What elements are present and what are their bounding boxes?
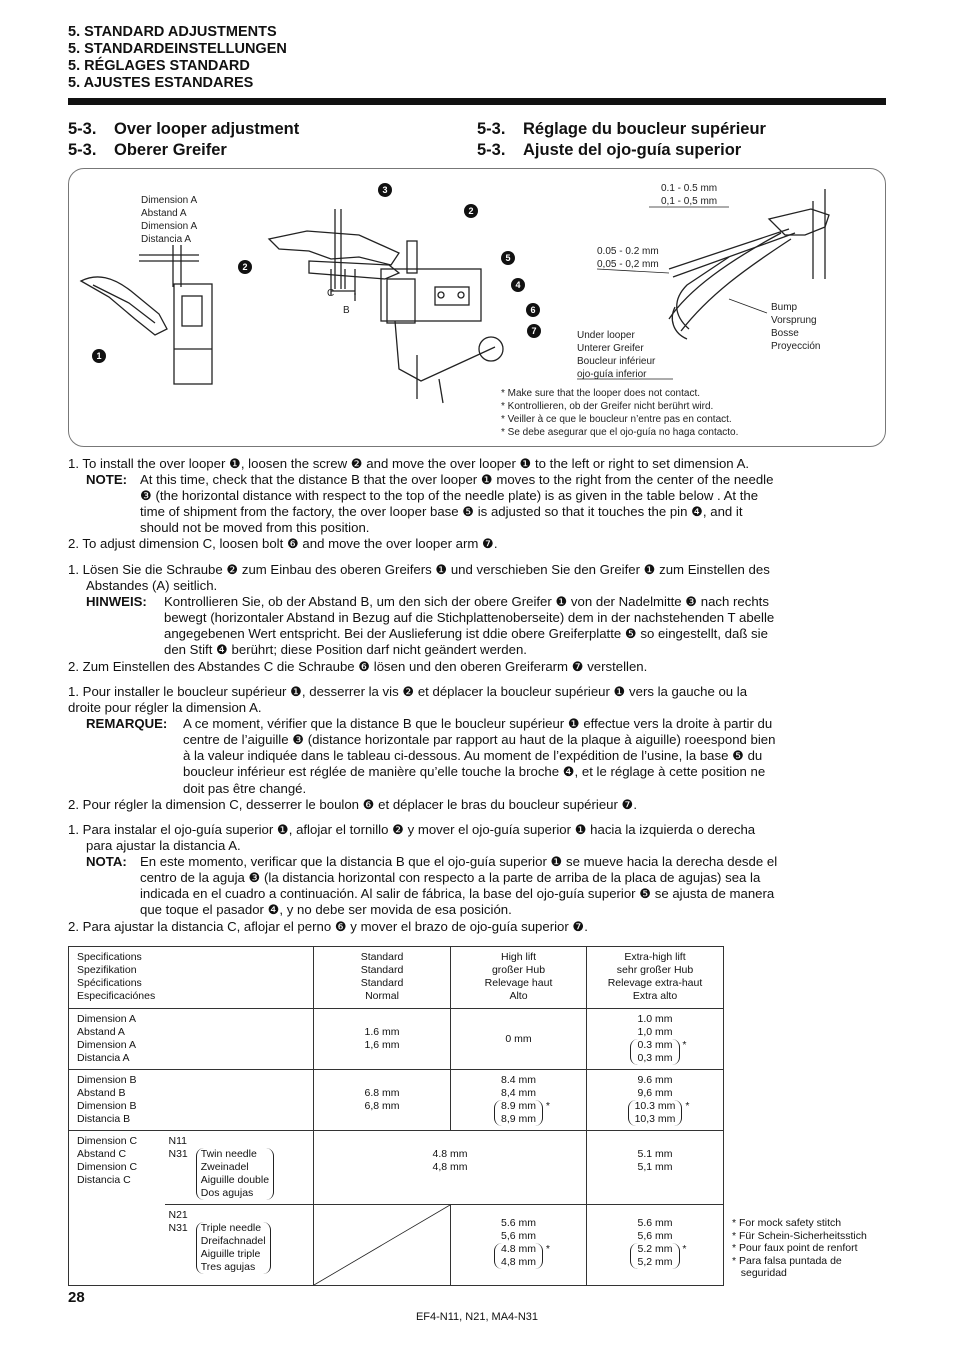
callout-7: 7	[531, 326, 537, 336]
note-text: doit pas être changé.	[183, 780, 307, 796]
note-text: angegebenen Wert entspricht. Bei der Auslieferung ist ddie obere Greiferplatte ❺ so eingestellt, daß sie	[164, 626, 768, 642]
cell-c-triple-standard-na	[314, 1205, 451, 1286]
table-row	[69, 1070, 724, 1131]
callout-4: 4	[515, 280, 521, 290]
cell-a-xhigh: 1.0 mm 1,0 mm 0.3 mm 0,3 mm *	[587, 1009, 724, 1070]
svg-text:Abstand A: Abstand A	[141, 208, 187, 219]
note-text: à la valeur indiquée dans le tableau ci-dessous. Au moment de l’expédition de l’usine, la base ❺ du	[183, 748, 763, 764]
mechanism-drawing	[69, 169, 887, 448]
under-looper-label: Under looper	[577, 330, 635, 341]
page-number: 28	[68, 1289, 85, 1306]
c-label: C	[327, 288, 335, 299]
cell-c-twin-standard-high: 4.8 mm 4,8 mm	[314, 1131, 587, 1205]
alt-value-bracket: 5.2 mm 5,2 mm *	[630, 1243, 679, 1269]
header-line: 5. RÉGLAGES STANDARD	[68, 58, 250, 74]
step-text: 2. Para ajustar la distancia C, aflojar el perno ❻ y mover el brazo de ojo-guía superior ❼.	[68, 918, 588, 934]
instructions-es	[68, 822, 777, 935]
contact-note: * Make sure that the looper does not contact.	[501, 388, 701, 399]
svg-text:Distancia A: Distancia A	[141, 234, 192, 245]
cell-b-xhigh: 9.6 mm 9,6 mm 10.3 mm 10,3 mm *	[587, 1070, 724, 1131]
svg-text:Boucleur inférieur: Boucleur inférieur	[577, 356, 656, 367]
cell-c-triple-high: 5.6 mm 5,6 mm 4.8 mm 4,8 mm *	[451, 1205, 587, 1286]
section-title-left: 5-3. Over looper adjustment 5-3. Oberer Greifer	[68, 120, 300, 159]
table-row	[69, 1205, 724, 1286]
instructions-de	[68, 562, 774, 675]
header-line: 5. STANDARDEINSTELLUNGEN	[68, 41, 287, 57]
svg-text:Proyección: Proyección	[771, 341, 821, 352]
cell-a-high: 0 mm	[451, 1009, 587, 1070]
note-label: HINWEIS:	[86, 594, 147, 610]
svg-text:* Veiller à ce que le boucleur: * Veiller à ce que le boucleur n’entre pas en contact.	[501, 414, 732, 425]
svg-text:0,1 - 0,5 mm: 0,1 - 0,5 mm	[661, 196, 718, 207]
note-text: centro de la aguja ❸ (la distancia horizontal con respecto a la parte de arriba de la placa de agujas) sea la	[140, 870, 761, 886]
step-text: 1. Para instalar el ojo-guía superior ❶, aflojar el tornillo ❷ y mover el ojo-guía superior ❶ hacia la izquierda o derecha	[68, 822, 756, 837]
cell-c-triple-needle: N21 N31 Triple needle Dreifachnadel Aiguille triple Tres agujas	[165, 1205, 314, 1286]
alt-value-bracket: 10.3 mm 10,3 mm *	[628, 1100, 683, 1126]
step-text: 2. To adjust dimension C, loosen bolt ❻ and move the over looper arm ❼.	[68, 536, 498, 552]
b-label: B	[343, 305, 350, 316]
cell-c-twin-xhigh: 5.1 mm 5,1 mm	[587, 1131, 724, 1205]
note-text: que toque el pasador ❹, y no debe ser movida de esa posición.	[140, 902, 512, 918]
header-line: 5. AJUSTES ESTANDARES	[68, 75, 254, 91]
note-text: A ce moment, vérifier que la distance B que le boucleur supérieur ❶ effectue vers la droite à partir du	[183, 716, 773, 732]
svg-text:Dimension A: Dimension A	[141, 221, 198, 232]
header-standard: Standard Standard Standard Normal	[314, 947, 451, 1009]
header-high-lift: High lift großer Hub Relevage haut Alto	[451, 947, 587, 1009]
header-rule	[68, 98, 886, 105]
cell-b-high: 8.4 mm 8,4 mm 8.9 mm 8,9 mm *	[451, 1070, 587, 1131]
note-text: ❸ (the horizontal distance with respect to the top of the needle plate) is as given in the table below . At the	[140, 488, 759, 504]
callout-2: 2	[242, 262, 248, 272]
svg-text:0,05 - 0,2 mm: 0,05 - 0,2 mm	[597, 259, 659, 270]
callout-1: 1	[96, 351, 102, 361]
instructions-en	[68, 456, 773, 553]
row-label-a: Dimension A Abstand A Dimension A Distancia A	[69, 1009, 314, 1070]
callout-2b: 2	[468, 206, 474, 216]
gap-upper-label: 0.1 - 0.5 mm	[661, 183, 718, 194]
specification-table	[68, 946, 724, 1286]
note-text: Kontrollieren Sie, ob der Abstand B, um den sich der obere Greifer ❶ von der Nadelmitte ❸ nach rechts	[164, 594, 769, 610]
alt-value-bracket: 8.9 mm 8,9 mm *	[494, 1100, 543, 1126]
step-text: droite pour régler la dimension A.	[68, 700, 262, 716]
gap-lower-label: 0.05 - 0.2 mm	[597, 246, 659, 257]
step-text: 1. Lösen Sie die Schraube ❷ zum Einbau des oberen Greifers ❶ und verschieben Sie den Greifer ❶ zum Einstellen des	[68, 562, 770, 577]
step-text: 2. Pour régler la dimension C, desserrer le boulon ❻ et déplacer le bras du boucleur supérieur ❼.	[68, 796, 638, 812]
not-applicable-diagonal	[314, 1205, 450, 1285]
cell-b-standard: 6.8 mm 6,8 mm	[314, 1070, 451, 1131]
callout-3: 3	[382, 185, 388, 195]
note-text: time of shipment from the factory, the over looper base ❺ is adjusted so that it touches the pin ❹, and it	[140, 504, 743, 520]
svg-text:ojo-guía inferior: ojo-guía inferior	[577, 369, 647, 380]
svg-text:Vorsprung: Vorsprung	[771, 315, 817, 326]
illustration-panel	[68, 168, 886, 447]
note-text: bewegt (horizontaler Abstand in Bezug auf die Stichplattenoberseite) dem in der nachstehenden T abelle	[164, 610, 775, 626]
svg-text:Unterer Greifer: Unterer Greifer	[577, 343, 644, 354]
step-text: 1. To install the over looper ❶, loosen the screw ❷ and move the over looper ❶ to the left or right to set dimension A.	[68, 456, 750, 471]
table-header-row	[69, 947, 724, 1009]
row-label-c: Dimension C Abstand C Dimension C Distancia C	[69, 1131, 165, 1286]
header-extra-high-lift: Extra-high lift sehr großer Hub Relevage extra-haut Extra alto	[587, 947, 724, 1009]
note-text: centre de l’aiguille ❸ (distance horizontale par rapport au haut de la plaque à aiguille) roeespond bien	[183, 732, 776, 748]
table-footnote: * For mock safety stitch * Für Schein-Sicherheitsstich * Pour faux point de renfort * Para falsa puntada de seguridad	[732, 1217, 867, 1280]
note-text: den Stift ❹ berührt; diese Position darf nicht geändert werden.	[164, 642, 527, 658]
cell-c-twin-needle: N11 N31 Twin needle Zweinadel Aiguille double Dos agujas	[165, 1131, 314, 1205]
note-text: boucleur inférieur est réglée de manière qu’elle touche la broche ❹, et le réglage à cette position ne	[183, 764, 766, 780]
header-spec: Specifications Spezifikation Spécifications Especificaciónes	[69, 947, 314, 1009]
step-text: 2. Zum Einstellen des Abstandes C die Schraube ❻ lösen und den oberen Greiferarm ❼ verstellen.	[68, 658, 648, 674]
model-code: EF4-N11, N21, MA4-N31	[415, 1311, 539, 1323]
table-row	[69, 1131, 724, 1205]
cell-a-standard: 1.6 mm 1,6 mm	[314, 1009, 451, 1070]
row-label-b: Dimension B Abstand B Dimension B Distancia B	[69, 1070, 314, 1131]
cell-c-triple-xhigh: 5.6 mm 5,6 mm 5.2 mm 5,2 mm *	[587, 1205, 724, 1286]
note-label: REMARQUE:	[86, 716, 168, 732]
step-text: para ajustar la distancia A.	[86, 838, 241, 854]
instructions-fr	[68, 684, 775, 813]
svg-text:* Kontrollieren, ob der Greife: * Kontrollieren, ob der Greifer nicht berührt wird.	[501, 401, 714, 412]
section-title-right: 5-3. Réglage du boucleur supérieur 5-3. Ajuste del ojo-guía superior	[477, 120, 766, 159]
callout-6: 6	[530, 305, 536, 315]
chapter-header	[68, 24, 287, 92]
step-text: 1. Pour installer le boucleur supérieur ❶, desserrer la vis ❷ et déplacer la boucleur supérieur ❶ vers la gauche ou la	[68, 684, 748, 699]
note-text: indicada en el cuadro a continuación. Al salir de fábrica, la base del ojo-guía superior ❺ se ajusta de manera	[140, 886, 775, 902]
svg-text:* Se debe asegurar que el ojo-: * Se debe asegurar que el ojo-guía no haga contacto.	[501, 427, 739, 438]
table-row	[69, 1009, 724, 1070]
note-label: NOTE:	[86, 472, 128, 488]
note-label: NOTA:	[86, 854, 127, 870]
step-text: Abstandes (A) seitlich.	[86, 578, 218, 594]
alt-value-bracket: 0.3 mm 0,3 mm *	[630, 1039, 679, 1065]
bump-label: Bump	[771, 302, 798, 313]
svg-text:Bosse: Bosse	[771, 328, 799, 339]
dimension-a-label: Dimension A	[141, 195, 198, 206]
note-text: should not be moved from this position.	[140, 520, 370, 536]
note-text: En este momento, verificar que la distancia B que el ojo-guía superior ❶ se mueve hacia la derecha desde el	[140, 854, 778, 870]
callout-5: 5	[505, 253, 511, 263]
header-line: 5. STANDARD ADJUSTMENTS	[68, 24, 277, 40]
note-text: At this time, check that the distance B that the over looper ❶ moves to the right from the center of the needle	[140, 472, 774, 488]
alt-value-bracket: 4.8 mm 4,8 mm *	[494, 1243, 543, 1269]
